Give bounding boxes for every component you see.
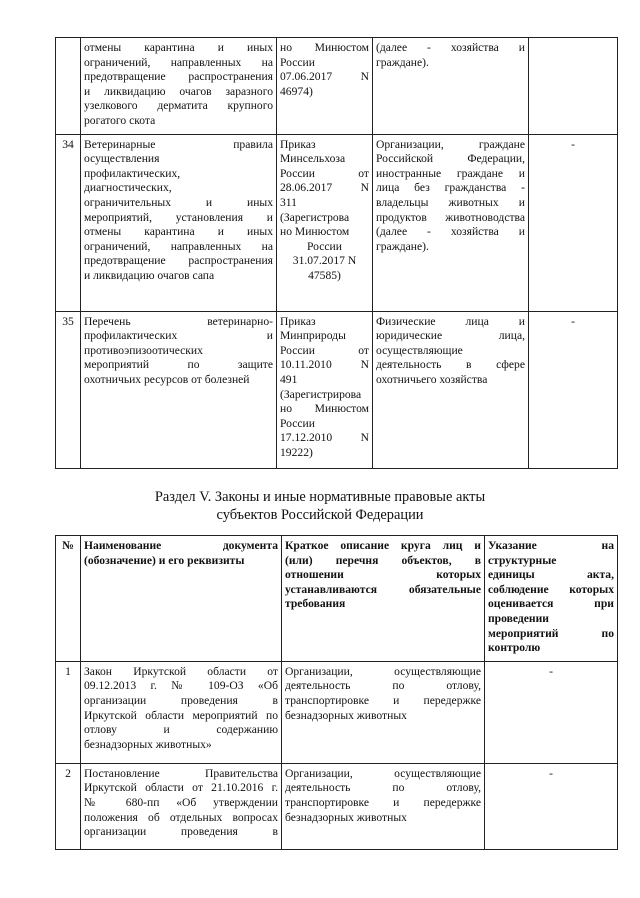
text-line: ограничений, направленных на — [84, 239, 273, 253]
text-line: устанавливаются обязательные — [285, 582, 481, 596]
text-line: профилактических, — [84, 166, 181, 180]
text-line: требования — [285, 597, 346, 611]
text-line: (далее - хозяйства и — [376, 41, 525, 54]
text-line: мероприятий по защите — [84, 358, 273, 372]
text-line: 10.11.2010 N — [280, 358, 369, 372]
text-line: Иркутской области мероприятий по — [84, 708, 278, 722]
note-cell: - — [529, 134, 618, 311]
note-cell: - — [485, 661, 618, 763]
text-line: продуктов животноводства — [376, 210, 525, 224]
text-line: мероприятий, установления и — [84, 210, 273, 224]
table-row — [56, 763, 618, 849]
text-line: но Минюстом — [280, 402, 369, 416]
text-line: предотвращение распространения — [84, 254, 273, 268]
text-line: Минприроды — [280, 329, 346, 343]
text-line: соблюдение которых — [488, 582, 614, 596]
table-row — [56, 38, 618, 135]
row-number: 2 — [56, 763, 81, 849]
text-line: граждане). — [376, 55, 429, 69]
act-details-cell — [277, 38, 373, 135]
act-details-cell — [277, 311, 373, 468]
text-line: безнадзорных животных» — [84, 737, 212, 751]
text-line: и ликвидацию очагов сапа — [84, 268, 215, 282]
row-number — [56, 38, 81, 135]
text-line: рогатого скота — [84, 113, 156, 127]
text-line: Российской Федерации, — [376, 152, 525, 166]
section-title-line: субъектов Российской Федерации — [216, 507, 424, 523]
text-line: охотничьего хозяйства — [376, 372, 488, 386]
text-line: Наименование документа — [84, 539, 278, 552]
text-line: осуществляющие — [376, 343, 463, 357]
text-line: России — [280, 55, 315, 69]
text-line: 311 — [280, 195, 297, 209]
text-line: отлову и содержанию — [84, 723, 278, 737]
text-line: положения об отдельных вопросах — [84, 810, 278, 824]
text-line: деятельность по отлову, — [285, 679, 481, 693]
header-number: № — [56, 536, 81, 662]
section-title — [0, 488, 640, 524]
text-line: организации проведения в — [84, 825, 278, 839]
act-details-cell — [277, 134, 373, 311]
document-name-cell — [81, 661, 282, 763]
text-line: транспортировке и передержке — [285, 795, 481, 809]
subjects-cell — [373, 134, 529, 311]
text-line: но Минюстом — [280, 41, 369, 54]
text-line: Закон Иркутской области от — [84, 664, 278, 678]
text-line: Ветеринарные правила — [84, 137, 273, 151]
text-line: Минсельхоза — [280, 152, 346, 166]
text-line: диагностических, — [84, 181, 172, 195]
text-line: предотвращение распространения — [84, 70, 273, 84]
text-line: России — [280, 416, 315, 430]
text-line: 19222) — [280, 445, 313, 459]
text-line: Физические лица и — [376, 314, 525, 328]
text-line: единицы акта, — [488, 568, 614, 582]
text-line: 28.06.2017 N — [280, 181, 369, 195]
text-line: 17.12.2010 N — [280, 431, 369, 445]
text-line: № 680-пп «Об утверждении — [84, 795, 278, 809]
text-line: (далее - хозяйства и — [376, 225, 525, 239]
text-line: охотничьих ресурсов от болезней — [84, 372, 250, 386]
text-line: но Минюстом — [280, 225, 350, 239]
document-name-cell — [81, 763, 282, 849]
row-number: 34 — [56, 134, 81, 311]
section-title-line: Раздел V. Законы и иные нормативные правовые акты — [154, 489, 486, 505]
text-line: Организации, осуществляющие — [285, 664, 481, 678]
text-line: Перечень ветеринарно- — [84, 314, 273, 328]
text-line: профилактических и — [84, 329, 273, 343]
table-row — [56, 134, 618, 311]
bottom-table — [55, 535, 618, 850]
header-document-name — [81, 536, 282, 662]
note-cell: - — [485, 763, 618, 849]
text-line: контролю — [488, 641, 541, 655]
text-line: (Зарегистрова — [280, 210, 350, 224]
text-line: ограничительных и иных — [84, 195, 273, 209]
text-line: ограничений, направленных на — [84, 55, 273, 69]
text-line: России от — [280, 166, 369, 180]
subjects-cell — [282, 661, 485, 763]
row-number: 1 — [56, 661, 81, 763]
text-line: безнадзорных животных — [285, 708, 407, 722]
header-subjects — [282, 536, 485, 662]
text-line: Организации, граждане — [376, 137, 525, 151]
text-line: и ликвидацию очагов заразного — [84, 84, 273, 98]
text-line: безнадзорных животных — [285, 810, 407, 824]
document-name-cell — [81, 134, 277, 311]
text-line: Приказ — [280, 314, 316, 328]
table-row — [56, 661, 618, 763]
note-cell — [529, 38, 618, 135]
text-line: противоэпизоотических — [84, 343, 203, 357]
text-line: транспортировке и передержке — [285, 693, 481, 707]
table-row — [56, 311, 618, 468]
document-name-cell — [81, 38, 277, 135]
document-name-cell — [81, 311, 277, 468]
text-line: 07.06.2017 N — [280, 70, 369, 84]
text-line: владельцы животных и — [376, 195, 525, 209]
text-line: России — [307, 239, 342, 253]
text-line: структурные — [488, 553, 557, 567]
text-line: отмены карантина и иных — [84, 41, 273, 54]
text-line: иностранные граждане и — [376, 166, 525, 180]
subjects-cell — [373, 311, 529, 468]
text-line: проведении — [488, 611, 549, 625]
text-line: Постановление Правительства — [84, 766, 278, 780]
text-line: мероприятий по — [488, 626, 614, 640]
text-line: отношении которых — [285, 568, 481, 582]
text-line: граждане). — [376, 239, 429, 253]
text-line: 46974) — [280, 84, 313, 98]
text-line: (или) перечня объектов, в — [285, 553, 481, 567]
text-line: 491 — [280, 372, 298, 386]
subjects-cell — [373, 38, 529, 135]
text-line: (Зарегистрирова — [280, 387, 362, 401]
text-line: узелкового дерматита крупного — [84, 99, 273, 113]
note-cell: - — [529, 311, 618, 468]
text-line: осуществления — [84, 152, 160, 166]
text-line: 09.12.2013 г. № 109-ОЗ «Об — [84, 679, 278, 693]
text-line: организации проведения в — [84, 693, 278, 707]
text-line: Организации, осуществляющие — [285, 766, 481, 780]
text-line: юридические лица, — [376, 329, 525, 343]
text-line: Приказ — [280, 137, 316, 151]
table-header-row — [56, 536, 618, 662]
header-structural-units — [485, 536, 618, 662]
text-line: Краткое описание круга лиц и — [285, 539, 481, 552]
text-line: 31.07.2017 N — [292, 254, 357, 268]
text-line: отмены карантина и иных — [84, 225, 273, 239]
subjects-cell — [282, 763, 485, 849]
text-line: оценивается при — [488, 597, 614, 611]
row-number: 35 — [56, 311, 81, 468]
text-line: деятельность в сфере — [376, 358, 525, 372]
text-line: 47585) — [308, 268, 341, 282]
text-line: деятельность по отлову, — [285, 781, 481, 795]
text-line: Указание на — [488, 539, 614, 552]
text-line: лица без гражданства - — [376, 181, 525, 195]
top-table — [55, 37, 618, 469]
text-line: (обозначение) и его реквизиты — [84, 553, 245, 567]
text-line: России от — [280, 343, 369, 357]
text-line: Иркутской области от 21.10.2016 г. — [84, 781, 278, 795]
